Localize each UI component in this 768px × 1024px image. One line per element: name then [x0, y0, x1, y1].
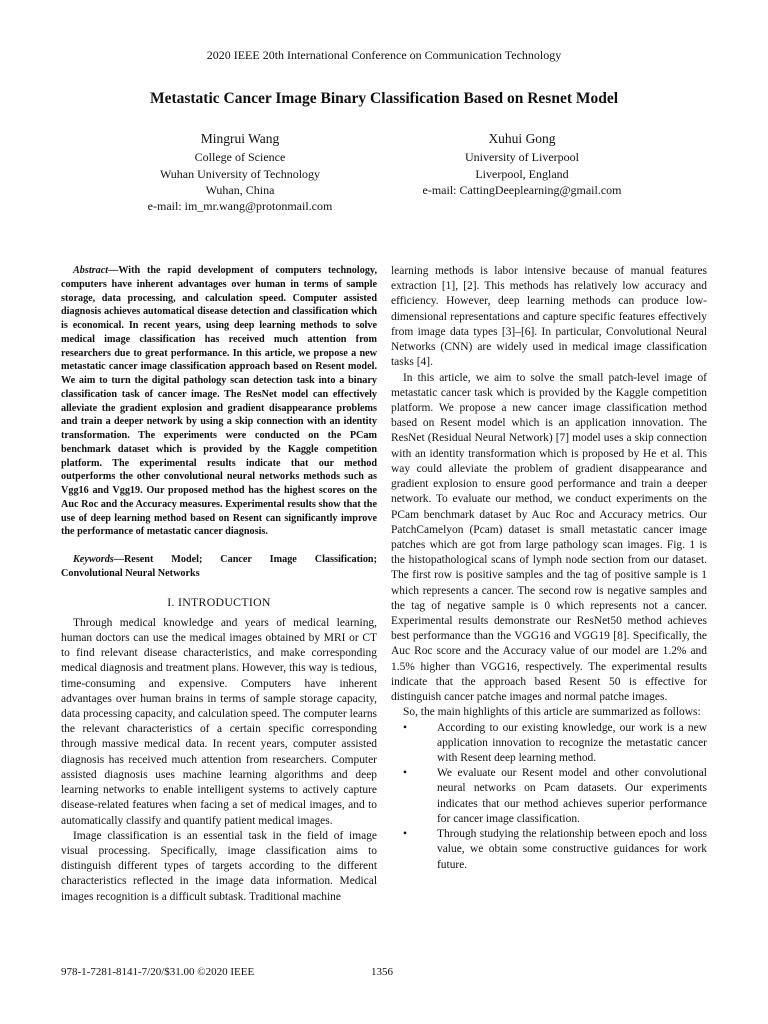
- copyright-footer: 978-1-7281-8141-7/20/$31.00 ©2020 IEEE: [61, 966, 255, 978]
- left-column: [61, 264, 377, 905]
- list-item: [391, 721, 707, 767]
- list-item-text: According to our existing knowledge, our work is a new application innovation to recognize the metastatic cancer with Resent deep learning method.: [437, 721, 707, 764]
- author-name: Xuhui Gong: [488, 131, 556, 146]
- list-item-text: Through studying the relationship between epoch and loss value, we obtain some constructive guidances for work future.: [437, 828, 707, 871]
- author-affiliation: College of Science: [194, 150, 286, 165]
- body-paragraph: Image classification is an essential task in the field of image visual processing. Specifically, image classification aims to distinguish different types of targets according to the different characteristics reflected in the image data information. Medical images recognition is a difficult subtask. Traditional machine: [61, 829, 377, 903]
- abstract-label: Abstract: [73, 265, 109, 276]
- list-item: [391, 827, 707, 873]
- author-name: Mingrui Wang: [200, 131, 280, 146]
- abstract: [61, 264, 377, 539]
- author-email: e-mail: im_mr.wang@protonmail.com: [147, 199, 333, 214]
- body-paragraph: So, the main highlights of this article are summarized as follows:: [403, 706, 701, 719]
- bullet-icon: •: [403, 767, 408, 780]
- conference-header: 2020 IEEE 20th International Conference on Communication Technology: [206, 48, 562, 62]
- body-paragraph-continued: learning methods is labor intensive because of manual features extraction [1], [2]. This methods has relatively low accuracy and efficiency. However, deep learning methods can produce low-dimensional representations and capture specific features effectively from image data types [3]–[6]. In particular, Convolutional Neural Networks (CNN) are widely used in medical image classification tasks [4].: [391, 265, 707, 369]
- paper-title: Metastatic Cancer Image Binary Classification Based on Resnet Model: [149, 90, 619, 107]
- bullet-icon: •: [403, 828, 408, 841]
- author-location: Wuhan, China: [205, 182, 275, 197]
- keywords-label: Keywords: [73, 554, 114, 565]
- author-email: e-mail: CattingDeeplearning@gmail.com: [422, 182, 622, 197]
- author-affiliation: Wuhan University of Technology: [159, 166, 321, 181]
- author-block-1: [110, 131, 370, 214]
- section-heading: I. INTRODUCTION: [167, 594, 271, 609]
- body-paragraph: In this article, we aim to solve the small patch-level image of metastatic cancer task which is provided by the Kaggle competition platform. We propose a new cancer image classification method based on Resent model which is an application innovation. The ResNet (Residual Neural Network) [7] model uses a skip connection with an identity transformation which is proposed by He et al. This way could alleviate the problem of gradient disappearance and gradient explosion to ensure good performance and train a deeper network. To evaluate our method, we conduct experiments on the PCam benchmark dataset by Auc Roc and Accuracy metrics. Our PatchCamelyon (Pcam) dataset is small metastatic cancer image patches which are got from large pathology scan images. Fig. 1 is the histopathological scans of lymph node section from our dataset. The first row is positive samples and the tag of positive sample is 1 which represents a cancer. The second row is negative samples and the tag of negative sample is 0 which represents not a cancer. Experimental results demonstrate our ResNet50 method achieves best performance than the VGG16 and VGG19 [8]. Specifically, the Auc Roc score and the Accuracy value of our model are 1.2% and 1.5% higher than VGG16, respectively. The experimental results indicate that the approach based Resent 50 is effective for distinguish cancer patche images and normal patche images.: [391, 371, 707, 704]
- list-item-text: We evaluate our Resent model and other convolutional neural networks on Pcam datasets. Our experiments indicates that our method achieves superior performance for cancer image classification.: [437, 767, 707, 825]
- author-block-2: [392, 131, 652, 198]
- page-number: 1356: [371, 966, 393, 978]
- highlights-list: [391, 721, 707, 873]
- keywords-text: —Resent Model; Cancer Image Classification; Convolutional Neural Networks: [61, 554, 377, 579]
- list-item: [391, 766, 707, 827]
- bullet-icon: •: [403, 721, 408, 734]
- body-paragraph: Through medical knowledge and years of medical learning, human doctors can use the medical images obtained by MRI or CT to find relevant disease characteristics, and make corresponding medical diagnosis and treatment plans. However, this way is tedious, time-consuming and expensive. Computers have inherent advantages over human brains in terms of sample storage capacity, data processing capacity, and calculation speed. The computer learns the relevant characteristics of a certain specific corresponding through massive medical data. In recent years, computer assisted diagnosis has received much attention from researchers. Computer assisted diagnosis uses machine learning algorithms and deep learning networks to enable intelligent systems to actively capture disease-related features when facing a set of medical images, and to automatically classify and quantify patient medical images.: [61, 616, 377, 827]
- right-column: [391, 264, 707, 873]
- author-location: Liverpool, England: [475, 166, 569, 181]
- abstract-text: —With the rapid development of computers technology, computers have inherent advantages over human in terms of sample storage, data processing, and calculation speed. Computer assisted diagnosis achieves automatical disease detection and classification which is economical. In recent years, using deep learning methods to solve medical image classification has received much attention from researchers due to great performance. In this article, we propose a new metastatic cancer image classification approach based on Resent model. We aim to turn the digital pathology scan detection task into a binary classification task of cancer image. The ResNet model can effectively alleviate the gradient explosion and gradient disappearance problems and train a deeper network by using a skip connection with an identity transformation. The experiments were conducted on the PCam benchmark dataset which is provided by the Kaggle competition platform. The experimental results indicate that our method outperforms the other convolutional neural networks methods such as Vgg16 and Vgg19. Our proposed method has the highest scores on the Auc Roc and the Accuracy measures. Experimental results show that the use of deep learning method based on Resent can significantly improve the performance of metastatic cancer diagnosis.: [61, 265, 377, 538]
- keywords: [61, 553, 377, 581]
- author-affiliation: University of Liverpool: [465, 150, 579, 165]
